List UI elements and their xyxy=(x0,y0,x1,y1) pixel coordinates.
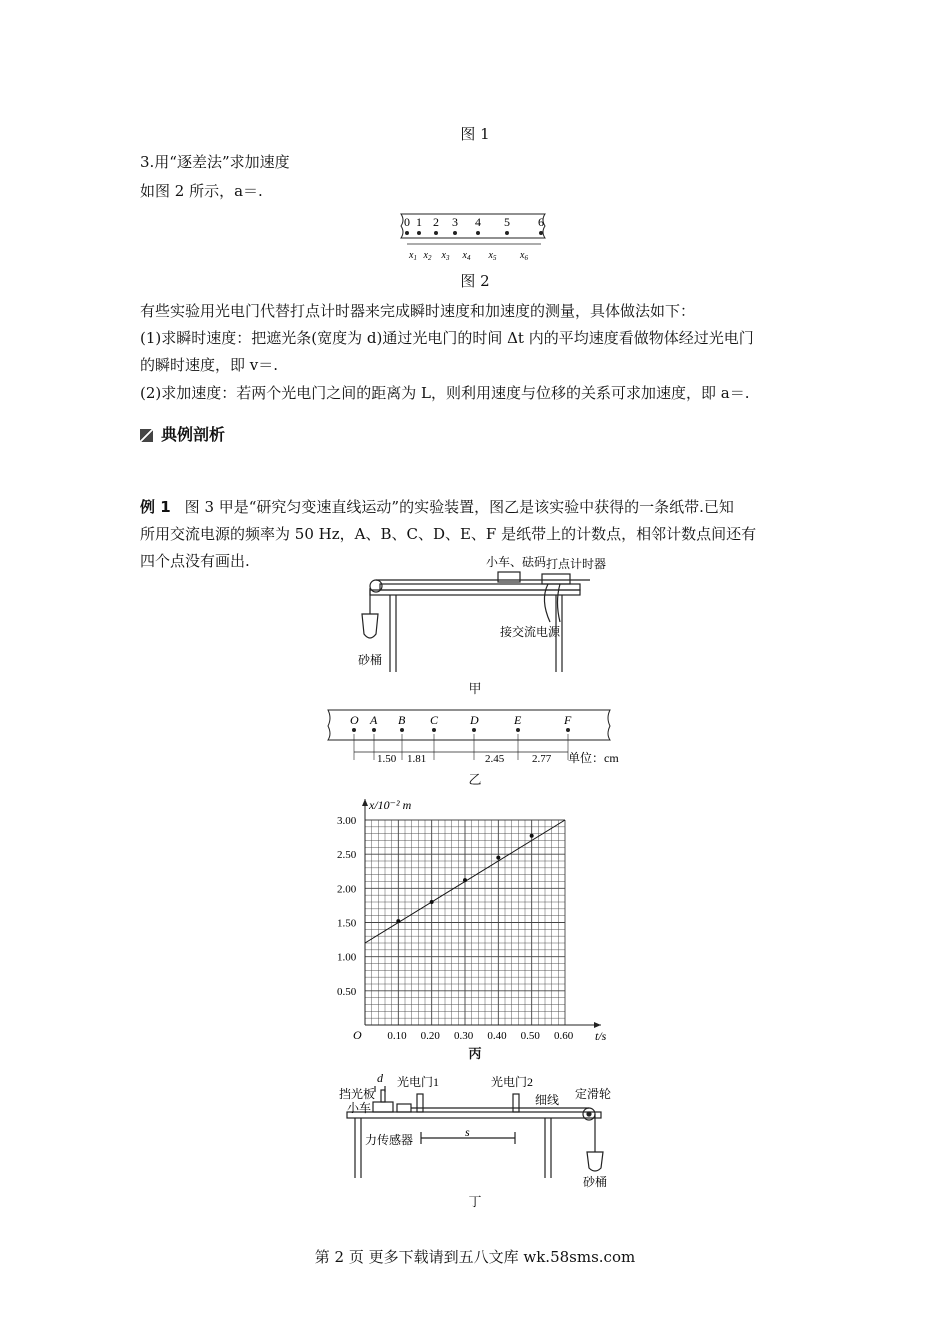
chart-y-tick-label: 1.00 xyxy=(337,951,357,964)
chart-x-tick-label: 0.50 xyxy=(520,1030,540,1042)
yi-distance-label: 1.50 xyxy=(377,753,397,765)
figure-yi-tape xyxy=(322,708,642,774)
chart-data-point xyxy=(496,856,500,860)
example-line-1 xyxy=(140,497,734,517)
figure-jia-caption: 甲 xyxy=(468,682,482,697)
tape2-dot xyxy=(434,231,438,235)
figure-2-tape xyxy=(395,210,555,264)
yi-point-label: D xyxy=(470,713,479,727)
yi-dot xyxy=(352,728,356,732)
chart-x-tick-label: 0.30 xyxy=(454,1030,474,1042)
section-marker-icon xyxy=(140,429,153,442)
jia-timer-label: 打点计时器 xyxy=(546,557,607,571)
figure-yi-caption: 乙 xyxy=(468,773,482,788)
yi-point-label: A xyxy=(370,713,378,727)
example-label: 例 1 xyxy=(140,498,171,516)
figure-bing-caption: 丙 xyxy=(468,1047,482,1062)
yi-dot xyxy=(372,728,376,732)
ding-string-label: 细线 xyxy=(535,1093,560,1107)
yi-point-label: F xyxy=(564,713,572,727)
tape2-point-label: 2 xyxy=(433,215,439,229)
ding-d-label: d xyxy=(377,1071,383,1085)
ding-bucket-label: 砂桶 xyxy=(583,1175,608,1189)
example-text-1: 图 3 甲是“研究匀变速直线运动”的实验装置，图乙是该实验中获得的一条纸带.已知 xyxy=(184,498,734,516)
chart-y-tick-label: 3.00 xyxy=(337,815,357,827)
chart-x-arrow xyxy=(594,1022,601,1028)
yi-dot xyxy=(472,728,476,732)
yi-distance-label: 1.81 xyxy=(407,753,427,765)
chart-y-tick-label: 2.50 xyxy=(337,849,357,862)
jia-bucket-label: 砂桶 xyxy=(358,653,383,667)
ding-shade-label: 挡光板 xyxy=(339,1087,376,1101)
yi-dot xyxy=(432,728,436,732)
tape2-point-label: 0 xyxy=(404,215,410,229)
tape2-segment-label: $x_6$ xyxy=(520,250,528,262)
yi-distance-label: 2.77 xyxy=(532,753,552,765)
jia-power-label: 接交流电源 xyxy=(500,625,561,639)
tape2-dot xyxy=(453,231,457,235)
chart-x-label: t/s xyxy=(595,1029,607,1043)
tape2-point-label: 5 xyxy=(504,215,510,229)
tape2-dot xyxy=(476,231,480,235)
yi-point-label: E xyxy=(514,713,522,727)
tape2-dot xyxy=(405,231,409,235)
yi-dot xyxy=(566,728,570,732)
chart-x-tick-label: 0.60 xyxy=(554,1030,574,1042)
tape2-segment-label: $x_1$ xyxy=(409,250,417,262)
tape2-segment-label: $x_2$ xyxy=(423,250,432,262)
chart-data-point xyxy=(463,878,467,882)
figure-ding-caption: 丁 xyxy=(468,1195,482,1210)
example-line-3: 四个点没有画出. xyxy=(140,552,250,570)
ding-gate1-label: 光电门1 xyxy=(397,1075,440,1089)
yi-point-label: B xyxy=(398,713,406,727)
yi-point-label: O xyxy=(350,713,359,727)
chart-y-tick-label: 2.00 xyxy=(337,883,357,896)
chart-x-tick-label: 0.10 xyxy=(387,1030,407,1042)
tape2-segment-label: $x_3$ xyxy=(441,250,450,262)
chart-y-label: x/10⁻² m xyxy=(369,798,412,812)
paragraph-photogate-intro: 有些实验用光电门代替打点计时器来完成瞬时速度和加速度的测量，具体做法如下： xyxy=(140,302,696,320)
section-title xyxy=(140,425,225,445)
page-footer: 第 2 页 更多下载请到五八文库 wk.58sms.com xyxy=(314,1248,636,1266)
tape2-point-label: 4 xyxy=(475,215,481,229)
tape2-segment-label: $x_4$ xyxy=(462,250,471,262)
chart-y-tick-label: 1.50 xyxy=(337,917,357,930)
tape2-point-label: 3 xyxy=(452,215,458,229)
figure-ding-apparatus xyxy=(335,1068,625,1198)
tape2-dot xyxy=(539,231,543,235)
yi-point-label: C xyxy=(430,713,439,727)
ding-cart-label: 小车 xyxy=(347,1101,372,1115)
jia-cart-label: 小车、砝码 xyxy=(486,555,547,569)
chart-data-point xyxy=(530,834,534,838)
figure-1-caption: 图 1 xyxy=(460,125,490,143)
section-title-text: 典例剖析 xyxy=(161,425,226,444)
yi-dot xyxy=(400,728,404,732)
tape2-point-label: 1 xyxy=(416,215,422,229)
tape2-segment-label: $x_5$ xyxy=(488,250,497,262)
chart-y-arrow xyxy=(362,799,368,806)
chart-data-point xyxy=(396,919,400,923)
tape2-dot xyxy=(417,231,421,235)
yi-distance-label: 2.45 xyxy=(485,753,505,765)
figure-2-caption: 图 2 xyxy=(460,272,490,290)
ding-s-label: s xyxy=(465,1125,470,1139)
chart-x-tick-label: 0.40 xyxy=(487,1030,507,1042)
chart-data-point xyxy=(430,900,434,904)
section-3-formula-line: 如图 2 所示，a＝. xyxy=(140,182,263,200)
ding-gate2-label: 光电门2 xyxy=(491,1075,534,1089)
yi-unit-label: 单位：cm xyxy=(568,751,619,765)
chart-x-tick-label: 0.20 xyxy=(420,1030,440,1042)
ding-pulley-label: 定滑轮 xyxy=(575,1087,612,1101)
example-line-2: 所用交流电源的频率为 50 Hz，A、B、C、D、E、F 是纸带上的计数点，相邻计数点间还有 xyxy=(140,525,757,543)
tape2-dot xyxy=(505,231,509,235)
paragraph-instant-velocity-2: 的瞬时速度，即 v＝. xyxy=(140,356,279,374)
section-3-heading: 3.用“逐差法”求加速度 xyxy=(140,153,290,171)
tape2-point-label: 6 xyxy=(538,215,544,229)
ding-sensor-label: 力传感器 xyxy=(365,1133,414,1147)
figure-bing-chart xyxy=(330,795,620,1045)
chart-y-tick-label: 0.50 xyxy=(337,985,357,998)
paragraph-acceleration: (2)求加速度：若两个光电门之间的距离为 L，则利用速度与位移的关系可求加速度，即 a＝. xyxy=(140,384,750,402)
chart-origin-label: O xyxy=(353,1028,362,1042)
paragraph-instant-velocity-1: (1)求瞬时速度：把遮光条(宽度为 d)通过光电门的时间 Δt 内的平均速度看做物体经过光电门 xyxy=(140,329,754,347)
yi-dot xyxy=(516,728,520,732)
